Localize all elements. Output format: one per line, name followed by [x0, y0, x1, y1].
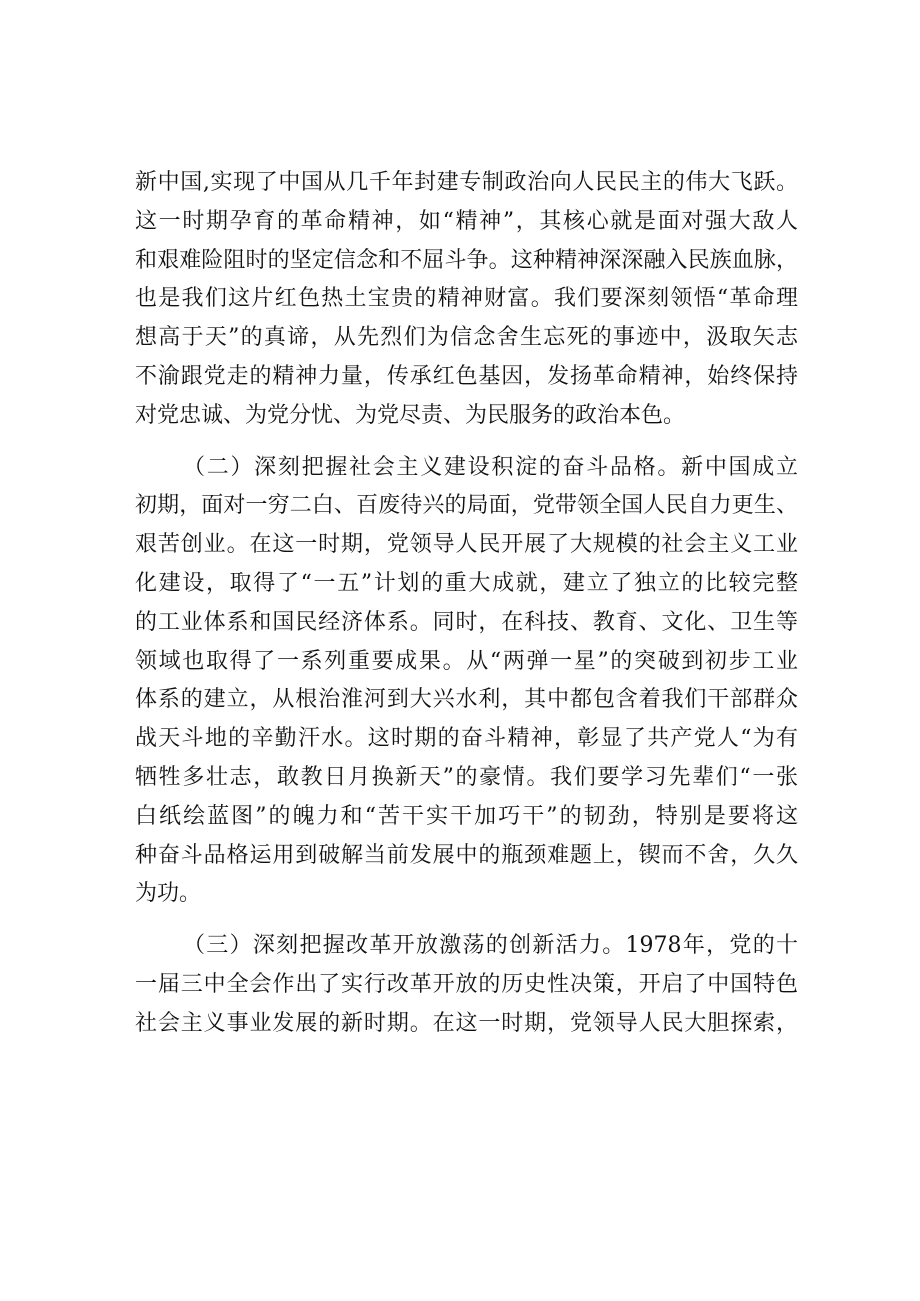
text-line: 的工业体系和国民经济体系。同时，在科技、教育、文化、卫生等: [135, 609, 798, 635]
document-body: [135, 164, 798, 1044]
section-heading-line: （三）深刻把握改革开放激荡的创新活力。1978年，党的十: [183, 933, 798, 959]
paragraph-socialist-construction: [135, 449, 798, 915]
text-line: 这一时期孕育的革命精神，如“精神”，其核心就是面对强大敌人: [135, 208, 798, 234]
paragraph-revolution-spirit: [135, 164, 798, 436]
text-line: 社会主义事业发展的新时期。在这一时期，党领导人民大胆探索，: [135, 1010, 798, 1036]
text-line: 和艰难险阻时的坚定信念和不屈斗争。这种精神深深融入民族血脉，: [135, 247, 798, 273]
text-line: 新中国,实现了中国从几千年封建专制政治向人民民主的伟大飞跃。: [135, 170, 798, 195]
text-line: 化建设，取得了“一五”计划的重大成就，建立了独立的比较完整: [135, 570, 798, 596]
paragraph-reform-opening: [135, 927, 798, 1043]
section-heading-line: （二）深刻把握社会主义建设积淀的奋斗品格。新中国成立: [183, 454, 798, 480]
text-line: 艰苦创业。在这一时期，党领导人民开展了大规模的社会主义工业: [135, 532, 798, 558]
text-line: 白纸绘蓝图”的魄力和“苦干实干加巧干”的韧劲，特别是要将这: [135, 803, 798, 829]
text-line: 领域也取得了一系列重要成果。从“两弹一星”的突破到初步工业: [135, 648, 798, 674]
text-line: 想高于天”的真谛，从先烈们为信念舍生忘死的事迹中，汲取矢志: [135, 325, 798, 351]
text-line: 一届三中全会作出了实行改革开放的历史性决策，开启了中国特色: [135, 971, 798, 997]
text-line: 种奋斗品格运用到破解当前发展中的瓶颈难题上，锲而不舍，久久: [135, 842, 798, 868]
text-line: 体系的建立，从根治淮河到大兴水利，其中都包含着我们干部群众: [135, 687, 798, 713]
text-line: 战天斗地的辛勤汗水。这时期的奋斗精神，彰显了共产党人“为有: [135, 726, 798, 752]
text-line: 为功。: [135, 881, 202, 907]
text-line: 也是我们这片红色热土宝贵的精神财富。我们要深刻领悟“革命理: [135, 286, 798, 312]
paragraph-spacer: [135, 914, 798, 927]
text-line: 对党忠诚、为党分忧、为党尽责、为民服务的政治本色。: [135, 402, 686, 428]
text-line: 初期，面对一穷二白、百废待兴的局面，党带领全国人民自力更生、: [135, 493, 798, 519]
text-line: 牺牲多壮志，敢教日月换新天”的豪情。我们要学习先辈们“一张: [135, 764, 798, 790]
text-line: 不渝跟党走的精神力量，传承红色基因，发扬革命精神，始终保持: [135, 363, 798, 389]
paragraph-spacer: [135, 436, 798, 449]
